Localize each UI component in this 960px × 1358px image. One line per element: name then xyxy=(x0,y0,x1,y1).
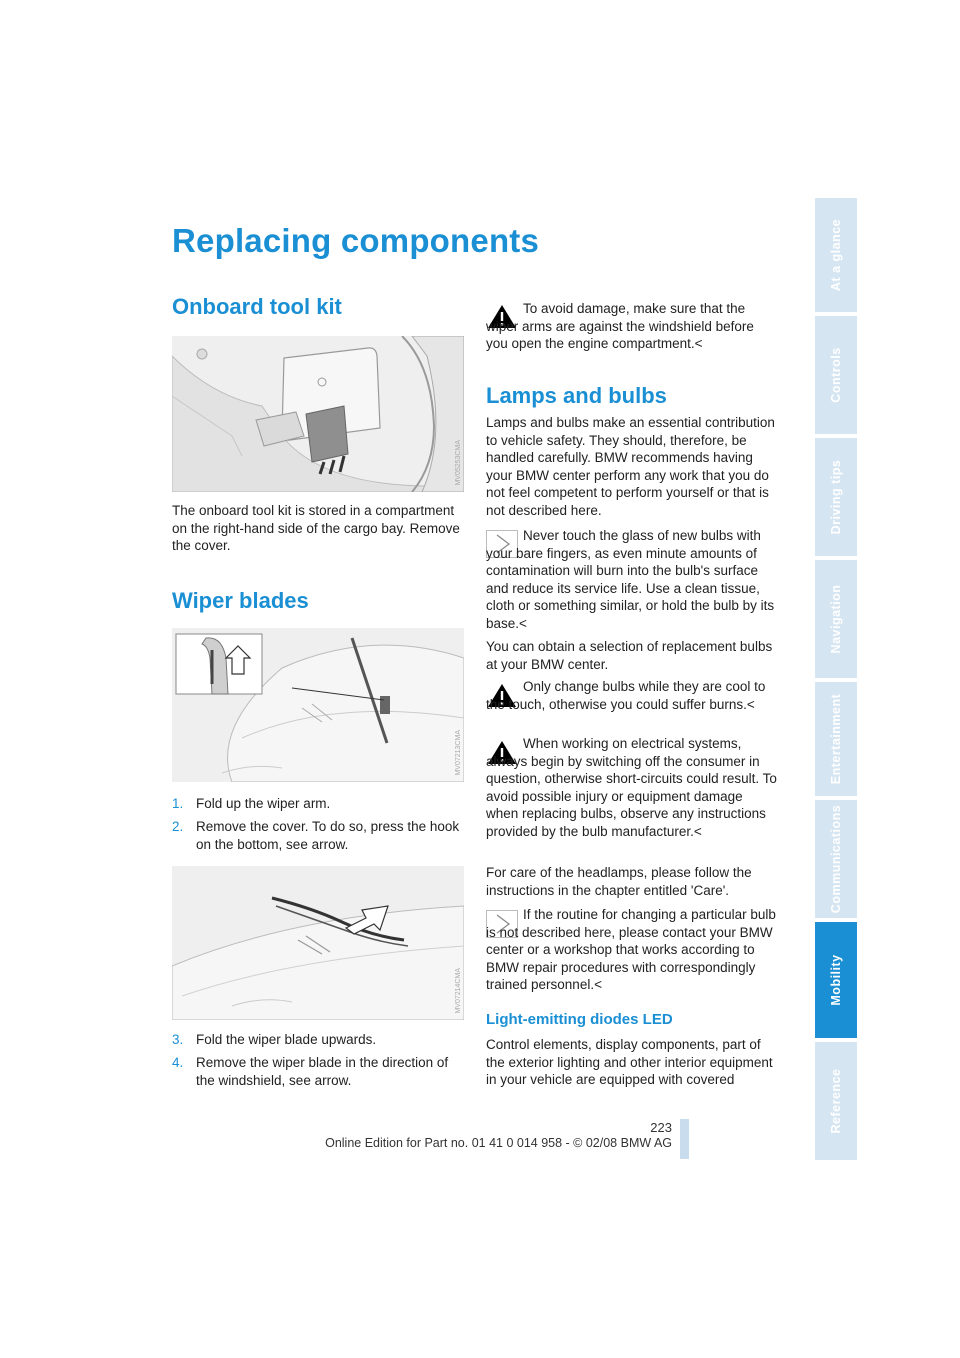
step-number: 2. xyxy=(172,819,184,834)
led-text: Control elements, display components, part of the exterior lighting and other interior equipment in your vehicle are equipped with covered xyxy=(486,1037,773,1087)
step-text: Fold up the wiper arm. xyxy=(196,796,331,811)
step-number: 3. xyxy=(172,1032,184,1047)
note-routine-text: If the routine for changing a particular bulb is not described here, please contact your BMW center or a workshop that works according to BMW repair procedures with correspondingly trained personnel.< xyxy=(486,907,776,992)
heading-led: Light-emitting diodes LED xyxy=(486,1011,673,1028)
figure-tool-kit xyxy=(172,336,464,492)
figure-wiper-arm xyxy=(172,628,464,782)
step-1 xyxy=(172,795,464,813)
tab-reference[interactable] xyxy=(815,1042,857,1160)
warning-cool-text: Only change bulbs while they are cool to the touch, otherwise you could suffer burns.< xyxy=(486,679,766,712)
step-3 xyxy=(172,1031,464,1049)
caution-engine-text: To avoid damage, make sure that the wiper arms are against the windshield before you open the engine compartment.< xyxy=(486,301,754,351)
tab-label: Driving tips xyxy=(829,459,843,535)
page-marker-bar xyxy=(680,1119,689,1159)
step-2 xyxy=(172,818,464,854)
tab-driving-tips[interactable] xyxy=(815,438,857,556)
heading-wiper-blades: Wiper blades xyxy=(172,588,309,613)
step-text: Remove the wiper blade in the direction of the windshield, see arrow. xyxy=(196,1055,449,1088)
step-number: 4. xyxy=(172,1055,184,1070)
tab-label: Communications xyxy=(829,804,843,914)
selection-text: You can obtain a selection of replacement bulbs at your BMW center. xyxy=(486,639,773,672)
page-title: Replacing components xyxy=(172,222,540,259)
note-glass-text: Never touch the glass of new bulbs with your bare fingers, as even minute amounts of contamination will burn into the bulb's surface and reduce its service life. Use a clean tissue, cloth or something similar, or hold the bulb by its base.< xyxy=(486,528,775,631)
wiper-blade-illustration xyxy=(172,866,464,1020)
figure-wiper-blade xyxy=(172,866,464,1020)
tab-label: At a glance xyxy=(829,218,843,292)
tab-label: Mobility xyxy=(829,954,843,1006)
step-text: Remove the cover. To do so, press the hook on the bottom, see arrow. xyxy=(196,819,460,852)
tab-label: Navigation xyxy=(829,584,843,654)
figure-code: MV07214CMA xyxy=(455,968,462,1014)
tool-kit-text: The onboard tool kit is stored in a compartment on the right-hand side of the cargo bay. Remove the cover. xyxy=(172,503,460,553)
footer-edition: Online Edition for Part no. 01 41 0 014 958 - © 02/08 BMW AG xyxy=(325,1136,672,1150)
tab-mobility[interactable] xyxy=(815,922,857,1038)
figure-code: MV05253CMA xyxy=(455,440,462,486)
tab-at-a-glance[interactable] xyxy=(815,198,857,312)
tab-entertainment[interactable] xyxy=(815,682,857,796)
warning-electrical-text: When working on electrical systems, always begin by switching off the consumer in question, otherwise short-circuits could result. To avoid possible injury or equipment damage when replacing bulbs, observe any instructions provided by the bulb manufacturer.< xyxy=(486,736,777,839)
step-text: Fold the wiper blade upwards. xyxy=(196,1032,377,1047)
tab-controls[interactable] xyxy=(815,316,857,434)
lamps-intro-text: Lamps and bulbs make an essential contribution to vehicle safety. They should, therefore, be handled carefully. BMW recommends having your BMW center perform any work that you do not feel competent to perform yourself or that is not described here. xyxy=(486,415,775,518)
tab-label: Reference xyxy=(829,1068,843,1134)
tool-kit-illustration xyxy=(172,336,464,492)
wiper-arm-illustration xyxy=(172,628,464,782)
tab-navigation[interactable] xyxy=(815,560,857,678)
tab-label: Entertainment xyxy=(829,693,843,785)
page-number: 223 xyxy=(650,1120,672,1135)
heading-onboard-tool-kit: Onboard tool kit xyxy=(172,294,342,319)
step-4 xyxy=(172,1054,464,1090)
figure-code: MV07213CMA xyxy=(455,730,462,776)
tab-label: Controls xyxy=(829,347,843,403)
heading-lamps-and-bulbs: Lamps and bulbs xyxy=(486,383,667,408)
tab-communications[interactable] xyxy=(815,800,857,918)
step-number: 1. xyxy=(172,796,184,811)
care-text: For care of the headlamps, please follow the instructions in the chapter entitled 'Care'. xyxy=(486,865,752,898)
